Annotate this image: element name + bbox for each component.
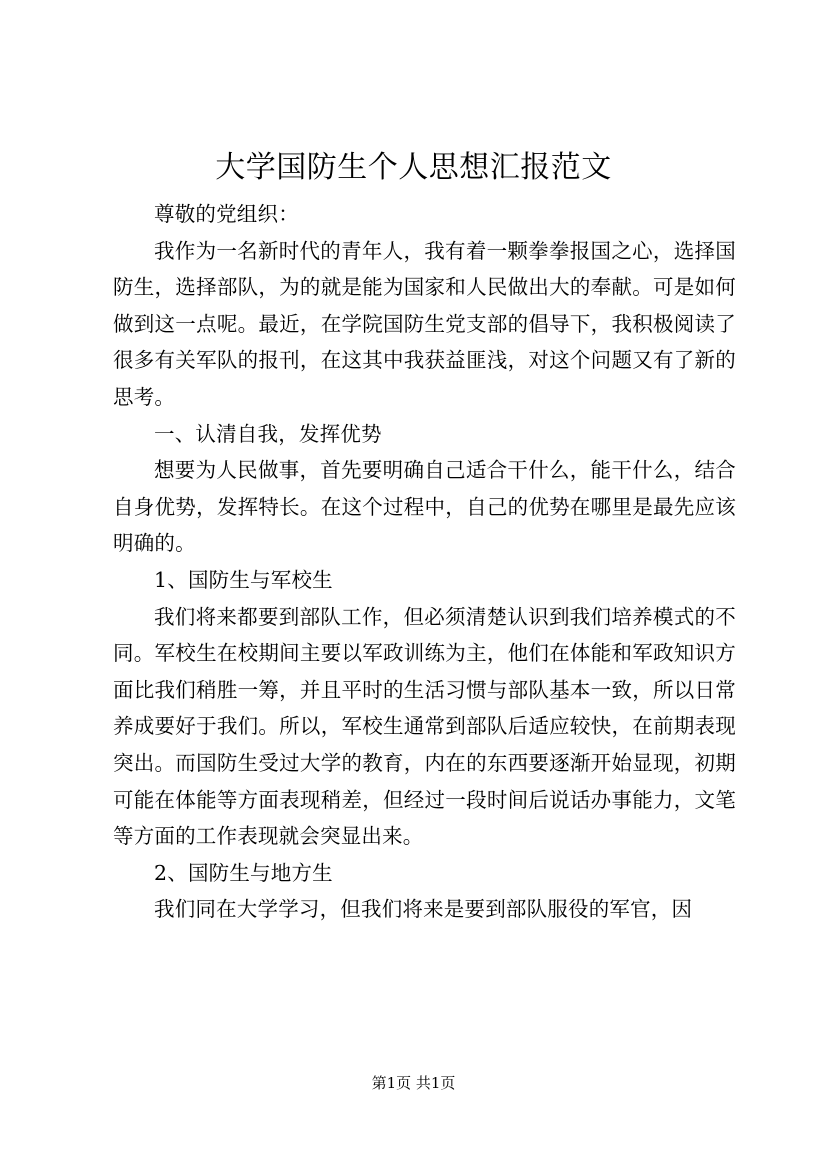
salutation: 尊敬的党组织： <box>154 202 299 226</box>
subsection-1-paragraph: 我们将来都要到部队工作，但必须清楚认识到我们培养模式的不同。军校生在校期间主要以军政训练为主，他们在体能和军政知识方面比我们稍胜一筹，并且平时的生活习惯与部队基本一致，所以日常养成要好于我们。所以，军校生通常到部队后适应较快，在前期表现突出。而国防生受过大学的教育，内在的东西要逐渐开始显现，初期可能在体能等方面表现稍差，但经过一段时间后说话办事能力，文笔等方面的工作表现就会突显出来。 <box>113 604 736 849</box>
subsection-2-paragraph: 我们同在大学学习，但我们将来是要到部队服役的军官，因 <box>154 897 693 922</box>
subheading-1: 1、国防生与军校生 <box>154 567 333 592</box>
page-number-footer: 第1页 共1页 <box>371 1074 456 1092</box>
intro-paragraph: 我作为一名新时代的青年人，我有着一颗拳拳报国之心，选择国防生，选择部队，为的就是能为国家和人民做出大的奉献。可是如何做到这一点呢。最近，在学院国防生党支部的倡导下，我积极阅读了很多有关军队的报刊，在这其中我获益匪浅，对这个问题又有了新的思考。 <box>113 238 736 409</box>
section-heading-1: 一、认清自我，发挥优势 <box>154 421 382 446</box>
document-title: 大学国防生个人思想汇报范文 <box>215 150 612 185</box>
document-body <box>113 196 736 928</box>
section-1-paragraph: 想要为人民做事，首先要明确自己适合干什么，能干什么，结合自身优势，发挥特长。在这个过程中，自己的优势在哪里是最先应该明确的。 <box>113 458 736 556</box>
subheading-2: 2、国防生与地方生 <box>154 860 333 885</box>
